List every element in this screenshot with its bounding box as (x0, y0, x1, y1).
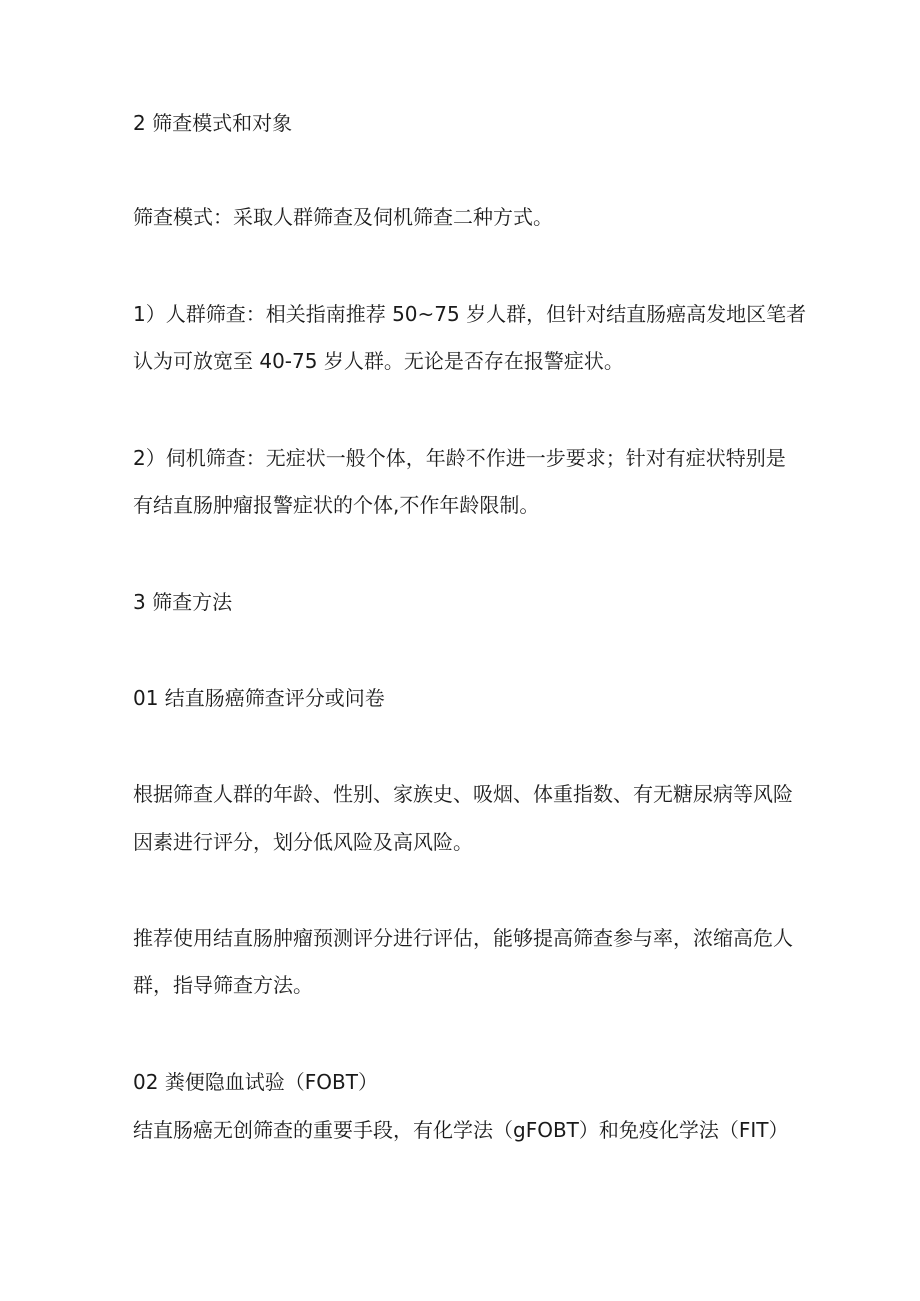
paragraph-screening-mode: 筛查模式：采取人群筛查及伺机筛查二种方式。 (133, 205, 553, 229)
section-heading-screening-mode: 2 筛查模式和对象 (133, 111, 293, 135)
paragraph-population-screening-line-2: 认为可放宽至 40-75 岁人群。无论是否存在报警症状。 (133, 349, 624, 373)
paragraph-prediction-score-line-1: 推荐使用结直肠肿瘤预测评分进行评估，能够提高筛查参与率，浓缩高危人 (133, 926, 793, 950)
paragraph-population-screening-line-1: 1）人群筛查：相关指南推荐 50~75 岁人群，但针对结直肠癌高发地区笔者 (133, 302, 807, 326)
paragraph-fobt-description: 结直肠癌无创筛查的重要手段，有化学法（gFOBT）和免疫化学法（FIT） (133, 1118, 789, 1142)
subheading-score-questionnaire: 01 结直肠癌筛查评分或问卷 (133, 686, 385, 710)
section-heading-screening-methods: 3 筛查方法 (133, 590, 233, 614)
paragraph-prediction-score-line-2: 群，指导筛查方法。 (133, 973, 313, 997)
paragraph-risk-factors-line-2: 因素进行评分，划分低风险及高风险。 (133, 830, 473, 854)
subheading-fobt: 02 粪便隐血试验（FOBT） (133, 1070, 378, 1094)
paragraph-opportunistic-screening-line-2: 有结直肠肿瘤报警症状的个体,不作年龄限制。 (133, 493, 540, 517)
paragraph-risk-factors-line-1: 根据筛查人群的年龄、性别、家族史、吸烟、体重指数、有无糖尿病等风险 (133, 782, 793, 806)
paragraph-opportunistic-screening-line-1: 2）伺机筛查：无症状一般个体，年龄不作进一步要求；针对有症状特别是 (133, 446, 786, 470)
